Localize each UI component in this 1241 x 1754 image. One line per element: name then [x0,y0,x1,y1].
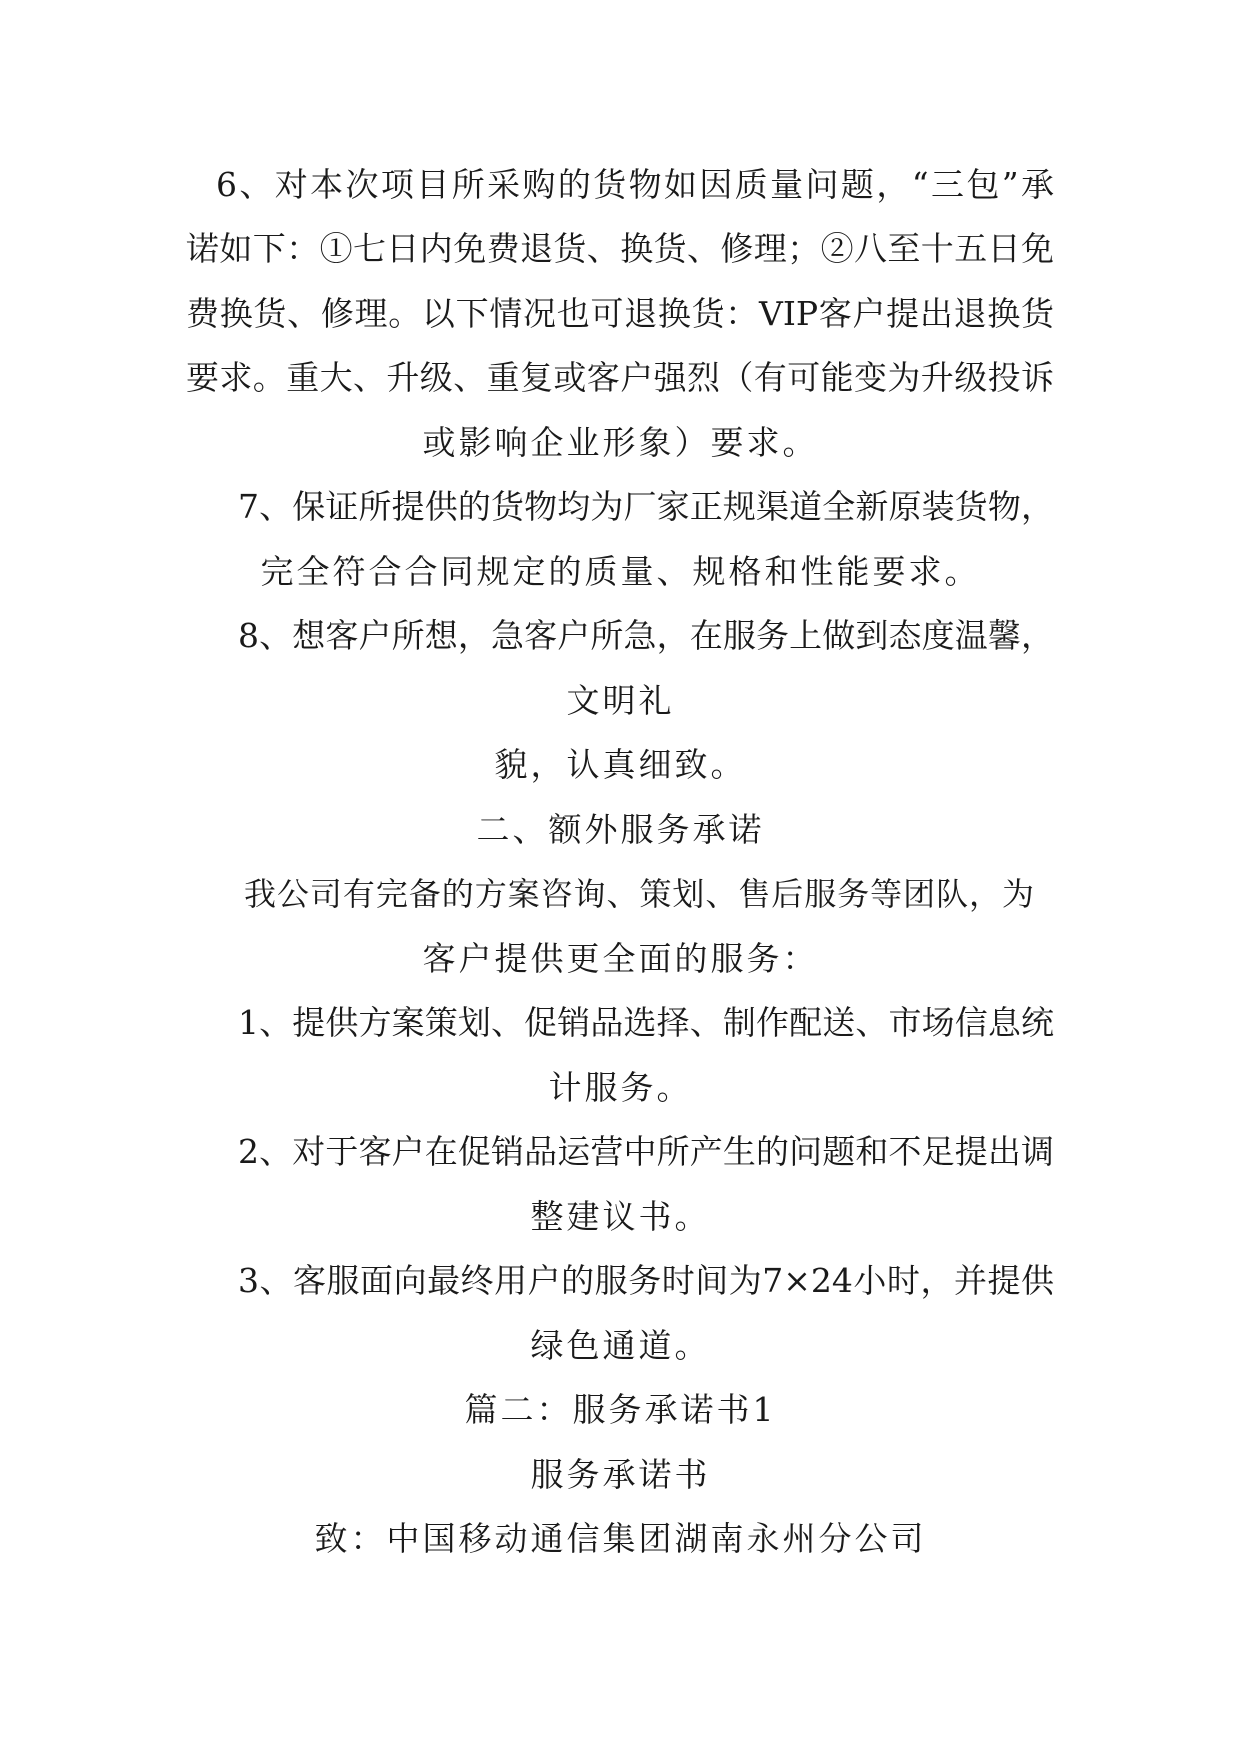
letter-addressee: 致：中国移动通信集团湖南永州分公司 [314,1519,927,1558]
item-8-line-3: 貌，认真细致。 [494,745,747,784]
item-7-line-1: 7、保证所提供的货物均为厂家正规渠道全新原装货物， [238,487,1054,526]
extra-item-2-line-2: 整建议书。 [530,1197,711,1236]
item-6-line-5: 或影响企业形象）要求。 [422,423,819,462]
extra-item-3-line-2: 绿色通道。 [530,1326,711,1365]
extra-item-3-line-1: 3、客服面向最终用户的服务时间为7×24小时，并提供 [238,1261,1054,1300]
extra-item-1-line-2: 计服务。 [548,1068,693,1107]
intro-line-1: 我公司有完备的方案咨询、策划、售后服务等团队，为 [244,875,1034,913]
letter-title: 服务承诺书 [530,1455,711,1494]
item-6-line-2: 诺如下：①七日内免费退货、换货、修理；②八至十五日免 [186,229,1054,268]
item-6-line-1: 6、对本次项目所采购的货物如因质量问题，“三包”承 [216,165,1054,204]
item-6-line-4: 要求。重大、升级、重复或客户强烈（有可能变为升级投诉 [186,358,1054,397]
item-6-line-3: 费换货、修理。以下情况也可退换货：VIP客户提出退换货 [186,294,1054,333]
extra-item-1-line-1: 1、提供方案策划、促销品选择、制作配送、市场信息统 [238,1003,1054,1042]
item-7-line-2: 完全符合合同规定的质量、规格和性能要求。 [260,552,981,591]
item-8-line-2: 文明礼 [566,681,675,720]
extra-item-2-line-1: 2、对于客户在促销品运营中所产生的问题和不足提出调 [238,1132,1054,1171]
item-8-line-1: 8、想客户所想，急客户所急，在服务上做到态度温馨， [238,616,1054,655]
section-heading-extra-service: 二、额外服务承诺 [476,810,765,849]
part-two-heading: 篇二：服务承诺书1 [464,1390,777,1429]
intro-line-2: 客户提供更全面的服务： [422,939,819,978]
